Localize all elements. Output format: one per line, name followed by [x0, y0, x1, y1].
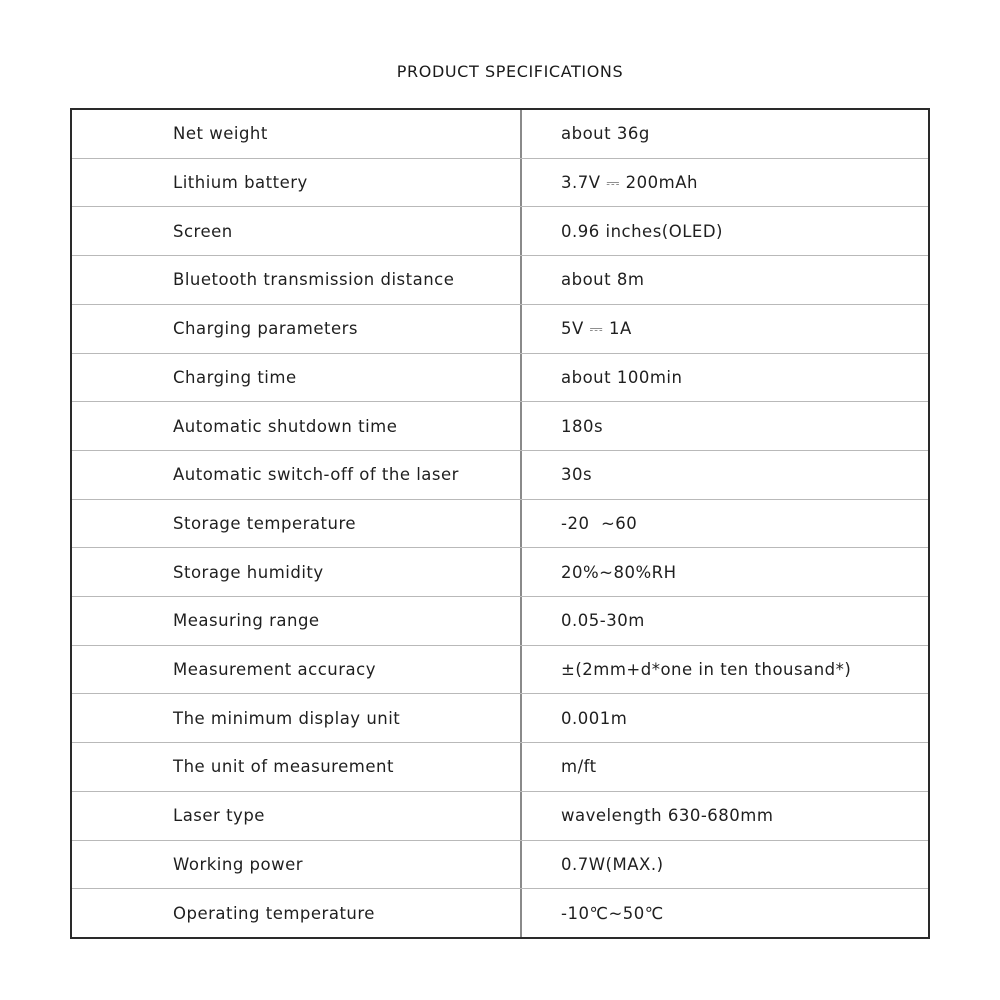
table-row — [72, 500, 928, 549]
spec-label: Measuring range — [72, 597, 522, 645]
spec-value: 0.05-30m — [561, 611, 645, 631]
table-row — [72, 889, 928, 937]
spec-value: ±(2mm+d*one in ten thousand*) — [561, 660, 852, 680]
spec-value: 5V ⎓ 1A — [561, 318, 632, 338]
table-row — [72, 841, 928, 890]
spec-label: Bluetooth transmission distance — [72, 256, 522, 304]
table-row — [72, 305, 928, 354]
spec-label: Storage temperature — [72, 500, 522, 548]
table-row — [72, 743, 928, 792]
spec-value: -20 ~60 — [561, 513, 638, 533]
spec-value: 180s — [561, 416, 604, 436]
spec-label: Net weight — [72, 110, 522, 158]
spec-label: Charging parameters — [72, 305, 522, 353]
table-row — [72, 402, 928, 451]
table-row — [72, 548, 928, 597]
spec-label: The minimum display unit — [72, 694, 522, 742]
spec-label: Working power — [72, 841, 522, 889]
spec-label: Operating temperature — [72, 889, 522, 937]
table-row — [72, 597, 928, 646]
page-title: PRODUCT SPECIFICATIONS — [396, 62, 624, 81]
spec-value: wavelength 630-680mm — [561, 806, 774, 826]
table-row — [72, 792, 928, 841]
spec-label: Automatic switch-off of the laser — [72, 451, 522, 499]
spec-value: about 100min — [561, 367, 683, 387]
spec-label: Charging time — [72, 354, 522, 402]
spec-label: Laser type — [72, 792, 522, 840]
spec-value: 30s — [561, 465, 593, 485]
table-row — [72, 207, 928, 256]
table-row — [72, 451, 928, 500]
table-row — [72, 159, 928, 208]
spec-value: 0.96 inches(OLED) — [561, 221, 723, 241]
spec-value: 0.001m — [561, 708, 628, 728]
table-row — [72, 694, 928, 743]
table-row — [72, 354, 928, 403]
spec-value: 3.7V ⎓ 200mAh — [561, 172, 698, 192]
spec-value: 20%~80%RH — [561, 562, 677, 582]
spec-label: Screen — [72, 207, 522, 255]
spec-value: about 36g — [561, 124, 650, 144]
spec-label: Measurement accuracy — [72, 646, 522, 694]
spec-label: The unit of measurement — [72, 743, 522, 791]
spec-value: m/ft — [561, 757, 597, 777]
spec-value: -10℃~50℃ — [561, 903, 664, 923]
spec-value: about 8m — [561, 270, 645, 290]
spec-table — [70, 108, 930, 939]
table-row — [72, 256, 928, 305]
table-row — [72, 110, 928, 159]
spec-label: Lithium battery — [72, 159, 522, 207]
table-row — [72, 646, 928, 695]
spec-label: Storage humidity — [72, 548, 522, 596]
spec-value: 0.7W(MAX.) — [561, 854, 664, 874]
spec-label: Automatic shutdown time — [72, 402, 522, 450]
